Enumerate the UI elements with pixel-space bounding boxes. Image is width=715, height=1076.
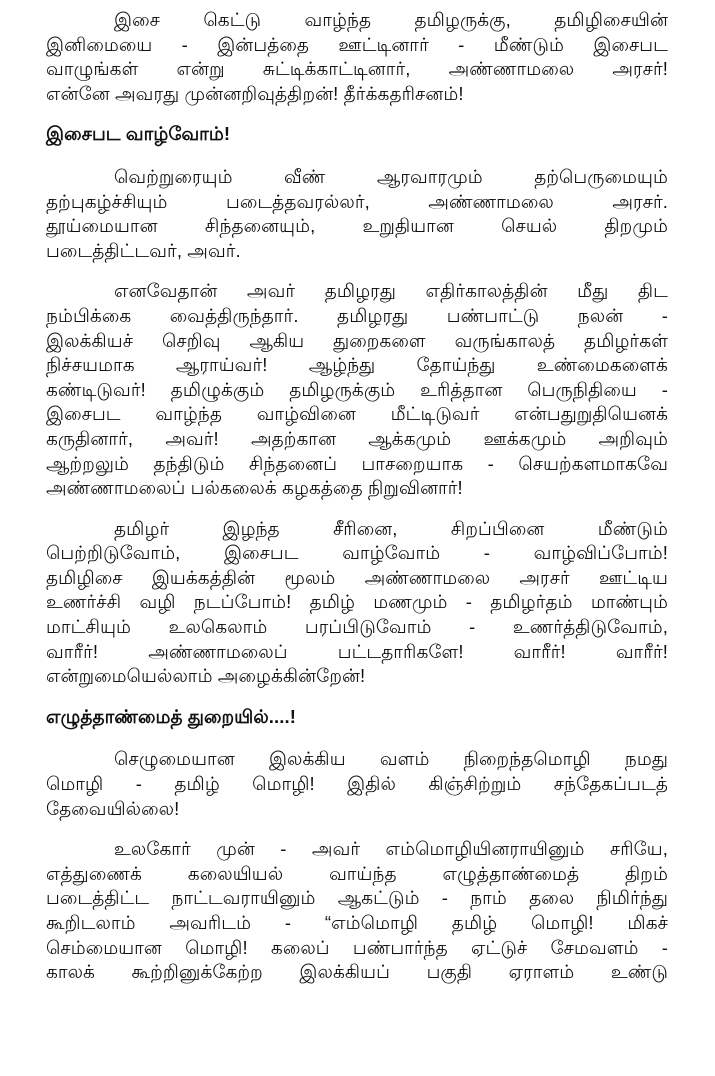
text-line: என்றுமையெல்லாம் அழைக்கின்றேன்! <box>46 665 366 687</box>
text-line: என்னே அவரது முன்னறிவுத்திறன்! தீர்க்கதரிசனம்! <box>46 82 464 104</box>
text-line: வாழுங்கள் என்று சுட்டிக்காட்டினார், அண்ணாமலை அரசர்! <box>46 58 668 80</box>
text-line: மொழி - தமிழ் மொழி! இதில் கிஞ்சிற்றும் சந்தேகப்படத் <box>46 773 668 795</box>
text-line: எனவேதான் அவர் தமிழரது எதிர்காலத்தின் மீது திட <box>114 280 668 302</box>
text-line: தேவையில்லை! <box>46 797 180 819</box>
document-page <box>46 8 668 1001</box>
text-line: எத்துணைக் கலையியல் வாய்ந்த எழுத்தாண்மைத் திறம் <box>46 862 668 884</box>
text-line: பெற்றிடுவோம், இசைபட வாழ்வோம் - வாழ்விப்போம்! <box>46 542 668 564</box>
text-line: கண்டிடுவர்! தமிழுக்கும் தமிழருக்கும் உரித்தான பெருநிதியை - <box>46 378 668 400</box>
text-line: மாட்சியும் உலகெலாம் பரப்பிடுவோம் - உணர்த்திடுவோம், <box>46 616 668 638</box>
text-line: நம்பிக்கை வைத்திருந்தார். தமிழரது பண்பாட்டு நலன் - <box>46 304 668 326</box>
text-line: இசை கெட்டு வாழ்ந்த தமிழருக்கு, தமிழிசையின் <box>114 9 668 30</box>
text-line: வாரீர்! அண்ணாமலைப் பட்டதாரிகளே! வாரீர்! வாரீர்! <box>46 640 668 662</box>
section-heading-1: இசைபட வாழ்வோம்! <box>46 123 231 145</box>
text-line: செழுமையான இலக்கிய வளம் நிறைந்தமொழி நமது <box>114 748 668 770</box>
text-line: உணர்ச்சி வழி நடப்போம்! தமிழ் மணமும் - தமிழர்தம் மாண்பும் <box>46 591 668 613</box>
text-line: கருதினார், அவர்! அதற்கான ஆக்கமும் ஊக்கமும் அறிவும் <box>46 427 668 449</box>
text-line: கூறிடலாம் அவரிடம் - “எம்மொழி தமிழ் மொழி! மிகச் <box>46 912 668 933</box>
paragraph-6 <box>46 837 668 985</box>
paragraph-3 <box>46 279 668 500</box>
text-line: படைத்திட்டவர், அவர். <box>46 239 241 261</box>
paragraph-4 <box>46 517 668 689</box>
paragraph-1 <box>46 8 668 106</box>
text-line: செம்மையான மொழி! கலைப் பண்பார்ந்த ஏட்டுச் சேமவளம் - <box>46 936 668 958</box>
text-line: படைத்திட்ட நாட்டவராயினும் ஆகட்டும் - நாம் தலை நிமிர்ந்து <box>46 887 668 909</box>
text-line: தற்புகழ்ச்சியும் படைத்தவரல்லர், அண்ணாமலை அரசர். <box>46 190 668 212</box>
paragraph-5 <box>46 747 668 821</box>
text-line: இனிமையை - இன்பத்தை ஊட்டினார் - மீண்டும் இசைபட <box>46 33 668 55</box>
text-line: தூய்மையான சிந்தனையும், உறுதியான செயல் திறமும் <box>46 215 668 237</box>
text-line: நிச்சயமாக ஆராய்வர்! ஆழ்ந்து தோய்ந்து உண்மைகளைக் <box>46 354 668 376</box>
text-line: தமிழிசை இயக்கத்தின் மூலம் அண்ணாமலை அரசர் ஊட்டிய <box>46 566 668 588</box>
paragraph-2 <box>46 165 668 263</box>
text-line: ஆற்றலும் தந்திடும் சிந்தனைப் பாசறையாக - செயற்களமாகவே <box>46 452 668 474</box>
section-heading-2: எழுத்தாண்மைத் துறையில்....! <box>46 705 296 727</box>
text-line: தமிழர் இழந்த சீரினை, சிறப்பினை மீண்டும் <box>114 517 668 539</box>
text-line: அண்ணாமலைப் பல்கலைக் கழகத்தை நிறுவினார்! <box>46 477 463 499</box>
text-line: இலக்கியச் செறிவு ஆகிய துறைகளை வருங்காலத் தமிழர்கள் <box>46 329 668 351</box>
text-line: இசைபட வாழ்ந்த வாழ்வினை மீட்டிடுவர் என்பதுறுதியெனக் <box>46 403 668 425</box>
text-line: வெற்றுரையும் வீண் ஆரவாரமும் தற்பெருமையும் <box>114 165 668 187</box>
text-line: காலக் கூற்றினுக்கேற்ற இலக்கியப் பகுதி ஏராளம் உண்டு <box>46 961 668 983</box>
text-line: உலகோர் முன் - அவர் எம்மொழியினராயினும் சரியே, <box>114 838 668 860</box>
